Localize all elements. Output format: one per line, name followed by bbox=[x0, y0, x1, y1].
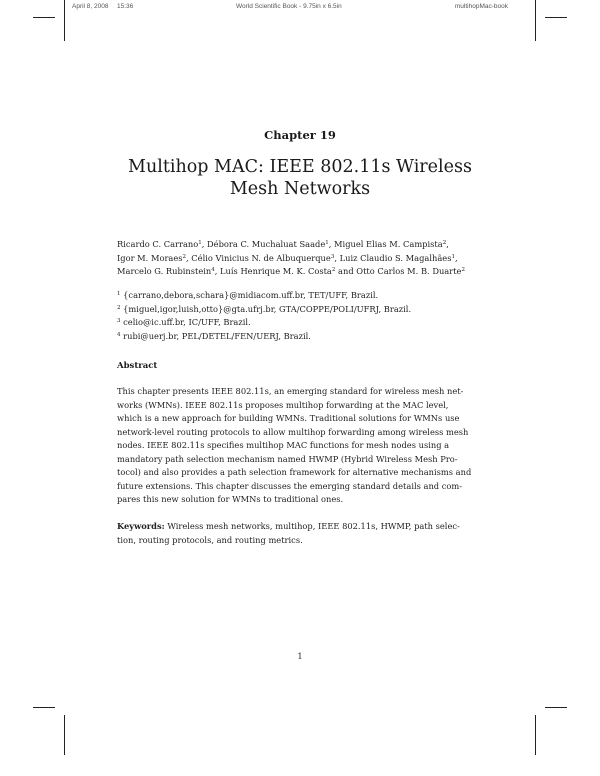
affiliation-item bbox=[117, 330, 497, 344]
abstract-line: network-level routing protocols to allow multihop forwarding among wireless mesh bbox=[117, 426, 469, 437]
crop-mark-top-right-h bbox=[545, 17, 567, 18]
affiliation-text: {carrano,debora,schara}@midiacom.uff.br, TET/UFF, Brazil. bbox=[123, 290, 379, 300]
author-text: Ricardo C. Carrano bbox=[117, 239, 199, 249]
affiliation-item bbox=[117, 289, 497, 303]
author-text: , Célio Vinicius N. de Albuquerque bbox=[186, 252, 331, 263]
keywords bbox=[117, 520, 483, 547]
abstract-line: works (WMNs). IEEE 802.11s proposes multihop forwarding at the MAC level, bbox=[117, 399, 449, 410]
author-text: and Otto Carlos M. B. Duarte bbox=[335, 266, 462, 276]
chapter-label: Chapter 19 bbox=[264, 128, 336, 142]
crop-mark-bottom-left-v bbox=[64, 715, 65, 755]
author-line bbox=[117, 252, 497, 266]
author-text: , Miguel Elias M. Campista bbox=[328, 239, 443, 249]
affiliation-num: 1 bbox=[117, 291, 121, 297]
header-date: April 8, 2008 bbox=[72, 3, 109, 10]
crop-mark-top-right-v bbox=[535, 0, 536, 41]
affiliation-item bbox=[117, 316, 497, 330]
affiliation-text: celio@ic.uff.br, IC/UFF, Brazil. bbox=[123, 317, 251, 327]
author-line bbox=[117, 265, 497, 279]
header-time: 15:36 bbox=[117, 3, 134, 10]
keywords-text: Wireless mesh networks, multihop, IEEE 802.11s, HWMP, path selec- bbox=[164, 521, 460, 531]
affiliation-num: 4 bbox=[117, 331, 121, 338]
chapter-title bbox=[100, 156, 500, 200]
keywords-line: tion, routing protocols, and routing metrics. bbox=[117, 534, 303, 545]
author-text: , bbox=[454, 252, 458, 263]
running-header bbox=[0, 3, 600, 15]
header-filename: multihopMac-book bbox=[454, 3, 508, 10]
abstract-line: which is a new approach for building WMNs. Traditional solutions for WMNs use bbox=[117, 413, 460, 423]
affiliation-list bbox=[117, 289, 497, 343]
title-line: Mesh Networks bbox=[229, 179, 371, 199]
header-book-format: World Scientific Book - 9.75in x 6.5in bbox=[236, 3, 342, 10]
crop-mark-top-left-h bbox=[33, 17, 55, 18]
author-line bbox=[117, 238, 497, 252]
page-number: 1 bbox=[297, 651, 303, 661]
abstract-line: future extensions. This chapter discusses the emerging standard details and com- bbox=[117, 480, 463, 491]
author-sup: 2 bbox=[331, 267, 336, 273]
affiliation-num: 2 bbox=[117, 304, 121, 311]
crop-mark-bottom-right-h bbox=[545, 707, 567, 708]
author-sup: 1 bbox=[198, 240, 202, 246]
author-text: , Débora C. Muchaluat Saade bbox=[201, 239, 326, 249]
author-sup: 2 bbox=[442, 240, 447, 246]
author-sup: 3 bbox=[330, 253, 335, 260]
crop-mark-top-left-v bbox=[64, 0, 65, 41]
author-sup: 1 bbox=[325, 240, 329, 246]
author-sup: 2 bbox=[182, 253, 187, 260]
author-text: Igor M. Moraes bbox=[117, 252, 183, 263]
author-text: , bbox=[446, 239, 449, 249]
title-line: Multihop MAC: IEEE 802.11s Wireless bbox=[128, 157, 472, 177]
abstract-heading: Abstract bbox=[117, 361, 158, 371]
author-sup: 1 bbox=[451, 253, 455, 260]
affiliation-num: 3 bbox=[117, 318, 121, 324]
abstract-line: This chapter presents IEEE 802.11s, an emerging standard for wireless mesh net- bbox=[117, 386, 464, 396]
abstract-line: mandatory path selection mechanism named HWMP (Hybrid Wireless Mesh Pro- bbox=[117, 453, 458, 464]
keywords-label: Keywords: bbox=[117, 521, 165, 531]
affiliation-text: rubi@uerj.br, PEL/DETEL/FEN/UERJ, Brazil. bbox=[123, 330, 311, 341]
affiliation-text: {miguel,igor,luish,otto}@gta.ufrj.br, GTA/COPPE/POLI/UFRJ, Brazil. bbox=[123, 303, 412, 314]
author-text: Marcelo G. Rubinstein bbox=[117, 266, 212, 276]
crop-mark-bottom-left-h bbox=[33, 707, 55, 708]
author-list bbox=[117, 238, 497, 279]
author-sup: 2 bbox=[461, 267, 465, 273]
abstract-body bbox=[117, 385, 483, 507]
author-sup: 4 bbox=[211, 267, 215, 273]
keywords-line bbox=[117, 520, 483, 534]
abstract-line: pares this new solution for WMNs to traditional ones. bbox=[117, 494, 344, 504]
author-text: , Luís Henrique M. K. Costa bbox=[214, 266, 332, 276]
affiliation-item bbox=[117, 303, 497, 317]
abstract-line: nodes. IEEE 802.11s specifies multihop MAC functions for mesh nodes using a bbox=[117, 440, 450, 450]
crop-mark-bottom-right-v bbox=[535, 715, 536, 755]
abstract-line: tocol) and also provides a path selection framework for alternative mechanisms and bbox=[117, 467, 472, 477]
author-text: , Luiz Claudio S. Magalhães bbox=[334, 252, 452, 263]
